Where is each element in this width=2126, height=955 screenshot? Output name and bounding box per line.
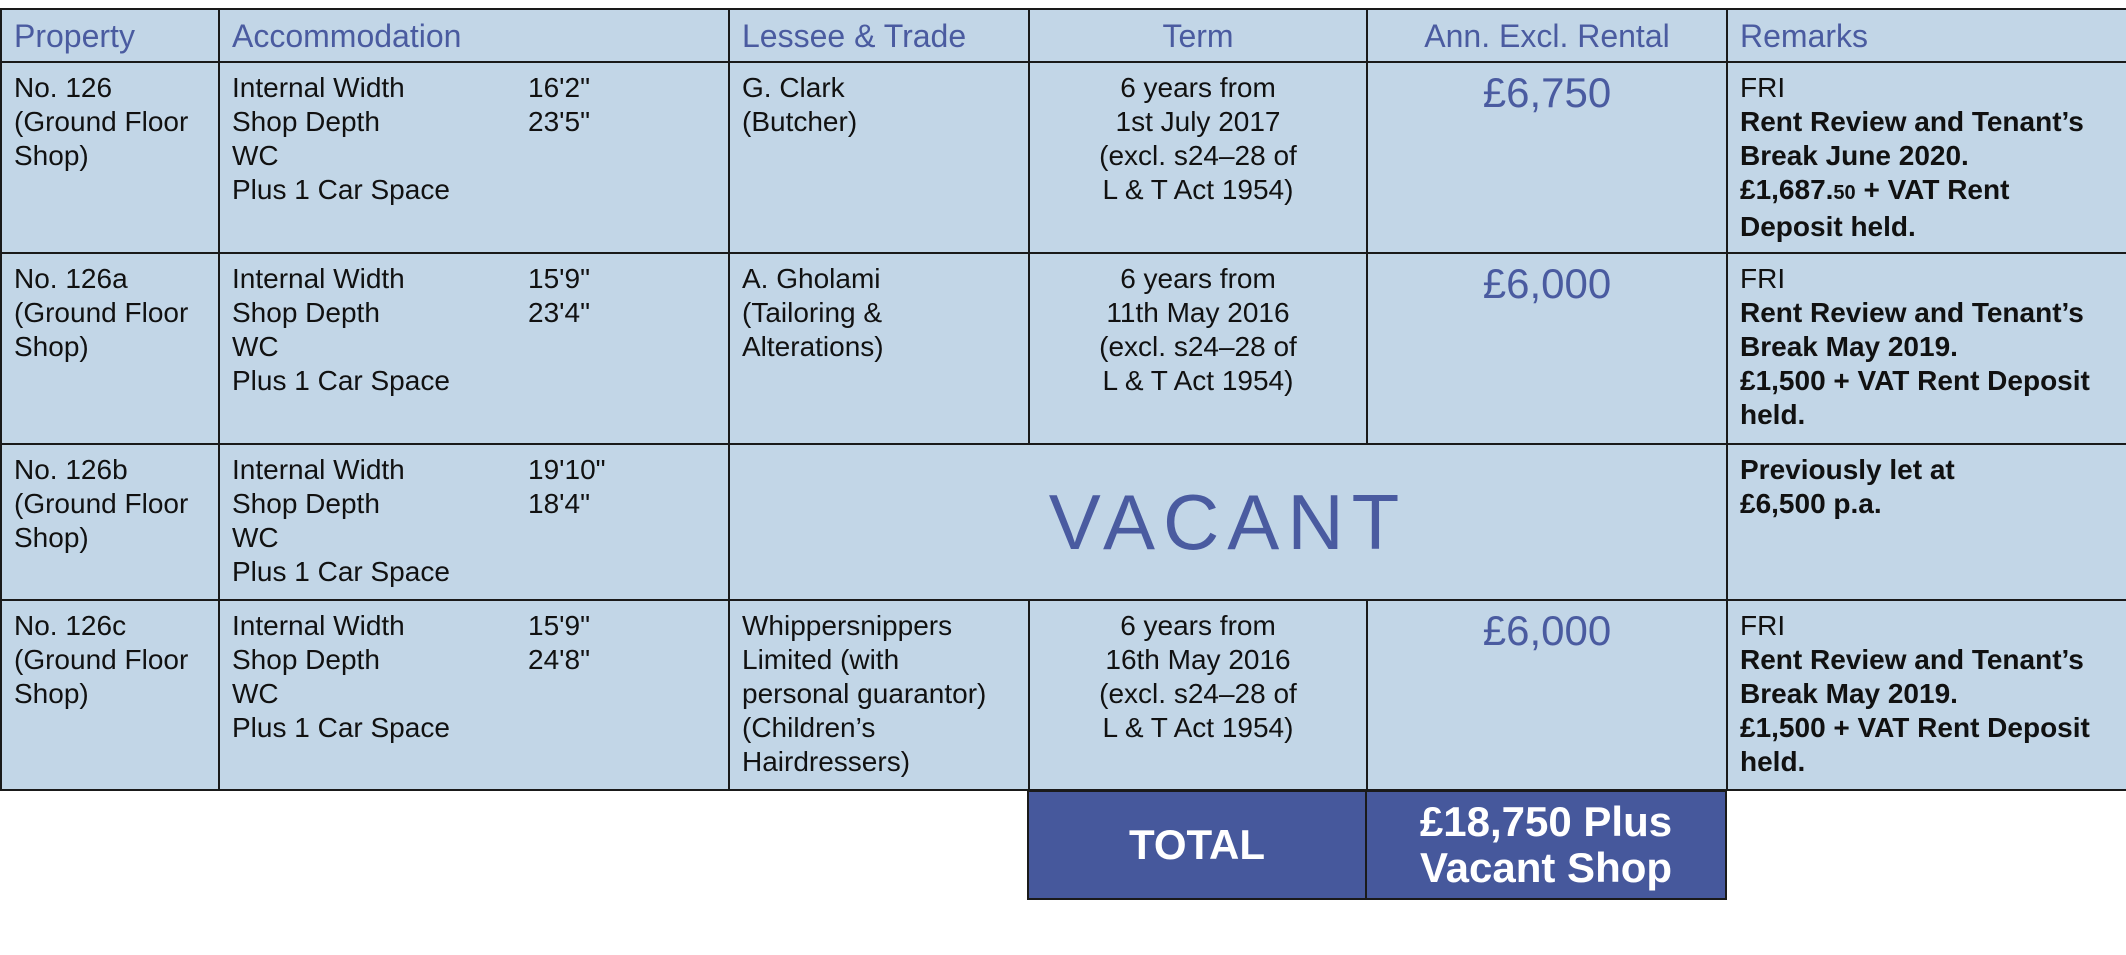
- accommodation-item: [232, 262, 716, 296]
- header-remarks: Remarks: [1727, 9, 2126, 62]
- remarks-cell: [1727, 253, 2126, 444]
- lessee-name: Whippersnippers: [742, 610, 953, 641]
- remarks-line: £6,500 p.a.: [1740, 488, 1882, 519]
- total-value: [1366, 791, 1726, 899]
- table-row: [1, 600, 2126, 790]
- accommodation-value: 19'10": [528, 454, 606, 485]
- property-name: No. 126c: [14, 610, 127, 641]
- lessee-cell: [729, 62, 1029, 253]
- lessee-name: Limited (with: [742, 644, 900, 675]
- accommodation-value: 23'4": [528, 297, 591, 328]
- accommodation-item: [232, 330, 716, 364]
- accommodation-item: [232, 609, 716, 643]
- accommodation-label: Shop Depth: [232, 488, 380, 519]
- property-type: Shop): [14, 331, 89, 362]
- accommodation-label: WC: [232, 331, 279, 362]
- accommodation-item: [232, 643, 716, 677]
- accommodation-label: Shop Depth: [232, 106, 380, 137]
- term-line: (excl. s24–28 of: [1099, 331, 1297, 362]
- total-summary: [1027, 790, 1727, 900]
- total-value-line: £18,750 Plus: [1419, 798, 1673, 845]
- term-line: L & T Act 1954): [1102, 365, 1294, 396]
- term-line: (excl. s24–28 of: [1099, 140, 1297, 171]
- term-cell: [1029, 253, 1367, 444]
- accommodation-cell: [219, 444, 729, 600]
- accommodation-label: Internal Width: [232, 263, 405, 294]
- term-line: (excl. s24–28 of: [1099, 678, 1297, 709]
- accommodation-item: [232, 677, 716, 711]
- accommodation-cell: [219, 253, 729, 444]
- header-rental: Ann. Excl. Rental: [1367, 9, 1727, 62]
- property-floor: (Ground Floor: [14, 488, 189, 519]
- rental-cell: £6,000: [1367, 600, 1727, 790]
- accommodation-label: Plus 1 Car Space: [232, 712, 450, 743]
- remarks-cell: [1727, 62, 2126, 253]
- lessee-trade: (Tailoring &: [742, 297, 883, 328]
- term-line: 16th May 2016: [1105, 644, 1291, 675]
- accommodation-item: [232, 521, 716, 555]
- table-row: [1, 444, 2126, 600]
- header-row: [1, 9, 2126, 62]
- rental-cell: £6,000: [1367, 253, 1727, 444]
- accommodation-label: Shop Depth: [232, 644, 380, 675]
- remarks-line: Break June 2020.: [1740, 140, 1969, 171]
- lessee-trade: (Children’s: [742, 712, 876, 743]
- term-line: L & T Act 1954): [1102, 174, 1294, 205]
- property-cell: [1, 253, 219, 444]
- accommodation-item: [232, 555, 716, 589]
- remarks-line: held.: [1740, 746, 1806, 777]
- remarks-amount-suffix: + VAT Rent: [1855, 174, 2010, 205]
- accommodation-value: 24'8": [528, 644, 591, 675]
- term-cell: [1029, 600, 1367, 790]
- tenancy-schedule-table: [0, 8, 2126, 791]
- remarks-line: Rent Review and Tenant’s: [1740, 297, 2084, 328]
- rental-cell: £6,750: [1367, 62, 1727, 253]
- accommodation-label: Internal Width: [232, 72, 405, 103]
- lessee-cell: [729, 600, 1029, 790]
- remarks-line: £1,500 + VAT Rent Deposit: [1740, 712, 2090, 743]
- accommodation-cell: [219, 62, 729, 253]
- accommodation-item: [232, 453, 716, 487]
- remarks-line: £1,500 + VAT Rent Deposit: [1740, 365, 2090, 396]
- remarks-line: Previously let at: [1740, 454, 1955, 485]
- lessee-trade: Alterations): [742, 331, 884, 362]
- term-line: 6 years from: [1120, 610, 1276, 641]
- accommodation-item: [232, 487, 716, 521]
- remarks-line: Deposit held.: [1740, 211, 1916, 242]
- remarks-line: held.: [1740, 399, 1806, 430]
- accommodation-item: [232, 711, 716, 745]
- accommodation-value: 18'4": [528, 488, 591, 519]
- property-cell: [1, 62, 219, 253]
- header-accommodation: Accommodation: [219, 9, 729, 62]
- property-cell: [1, 600, 219, 790]
- lessee-name: A. Gholami: [742, 263, 881, 294]
- remarks-line: Break May 2019.: [1740, 331, 1958, 362]
- accommodation-cell: [219, 600, 729, 790]
- accommodation-label: WC: [232, 140, 279, 171]
- remarks-amount: £1,687.: [1740, 174, 1834, 205]
- property-type: Shop): [14, 678, 89, 709]
- total-label: TOTAL: [1028, 791, 1366, 899]
- accommodation-label: Plus 1 Car Space: [232, 556, 450, 587]
- accommodation-item: [232, 173, 716, 207]
- accommodation-label: WC: [232, 678, 279, 709]
- property-floor: (Ground Floor: [14, 297, 189, 328]
- header-term: Term: [1029, 9, 1367, 62]
- remarks-line: Rent Review and Tenant’s: [1740, 644, 2084, 675]
- total-row: [1028, 791, 1726, 899]
- accommodation-item: [232, 105, 716, 139]
- property-floor: (Ground Floor: [14, 106, 189, 137]
- accommodation-value: 15'9": [528, 263, 591, 294]
- property-floor: (Ground Floor: [14, 644, 189, 675]
- lessee-cell: [729, 253, 1029, 444]
- lessee-name: personal guarantor): [742, 678, 987, 709]
- accommodation-value: 23'5": [528, 106, 591, 137]
- total-value-line: Vacant Shop: [1419, 844, 1673, 891]
- remarks-plain: FRI: [1740, 263, 1786, 294]
- accommodation-label: WC: [232, 522, 279, 553]
- accommodation-value: 16'2": [528, 72, 591, 103]
- accommodation-item: [232, 296, 716, 330]
- table-row: [1, 62, 2126, 253]
- remarks-amount-pence: 50: [1833, 182, 1856, 204]
- accommodation-label: Plus 1 Car Space: [232, 174, 450, 205]
- property-name: No. 126a: [14, 263, 128, 294]
- property-name: No. 126: [14, 72, 113, 103]
- term-line: 1st July 2017: [1115, 106, 1281, 137]
- vacant-banner: VACANT: [729, 444, 1727, 600]
- remarks-plain: FRI: [1740, 72, 1786, 103]
- accommodation-value: 15'9": [528, 610, 591, 641]
- term-line: 6 years from: [1120, 263, 1276, 294]
- term-cell: [1029, 62, 1367, 253]
- property-type: Shop): [14, 522, 89, 553]
- term-line: L & T Act 1954): [1102, 712, 1294, 743]
- remarks-plain: FRI: [1740, 610, 1786, 641]
- property-cell: [1, 444, 219, 600]
- lessee-trade: Hairdressers): [742, 746, 911, 777]
- property-type: Shop): [14, 140, 89, 171]
- accommodation-label: Internal Width: [232, 610, 405, 641]
- accommodation-item: [232, 71, 716, 105]
- accommodation-item: [232, 139, 716, 173]
- accommodation-label: Shop Depth: [232, 297, 380, 328]
- accommodation-label: Plus 1 Car Space: [232, 365, 450, 396]
- lessee-name: G. Clark: [742, 72, 845, 103]
- remarks-cell: [1727, 600, 2126, 790]
- remarks-line: Rent Review and Tenant’s: [1740, 106, 2084, 137]
- remarks-cell: [1727, 444, 2126, 600]
- accommodation-item: [232, 364, 716, 398]
- table-row: [1, 253, 2126, 444]
- header-lessee: Lessee & Trade: [729, 9, 1029, 62]
- property-name: No. 126b: [14, 454, 128, 485]
- term-line: 11th May 2016: [1106, 297, 1290, 328]
- remarks-line: Break May 2019.: [1740, 678, 1958, 709]
- remarks-line: [1740, 173, 2114, 210]
- accommodation-label: Internal Width: [232, 454, 405, 485]
- header-property: Property: [1, 9, 219, 62]
- term-line: 6 years from: [1120, 72, 1276, 103]
- lessee-trade: (Butcher): [742, 106, 858, 137]
